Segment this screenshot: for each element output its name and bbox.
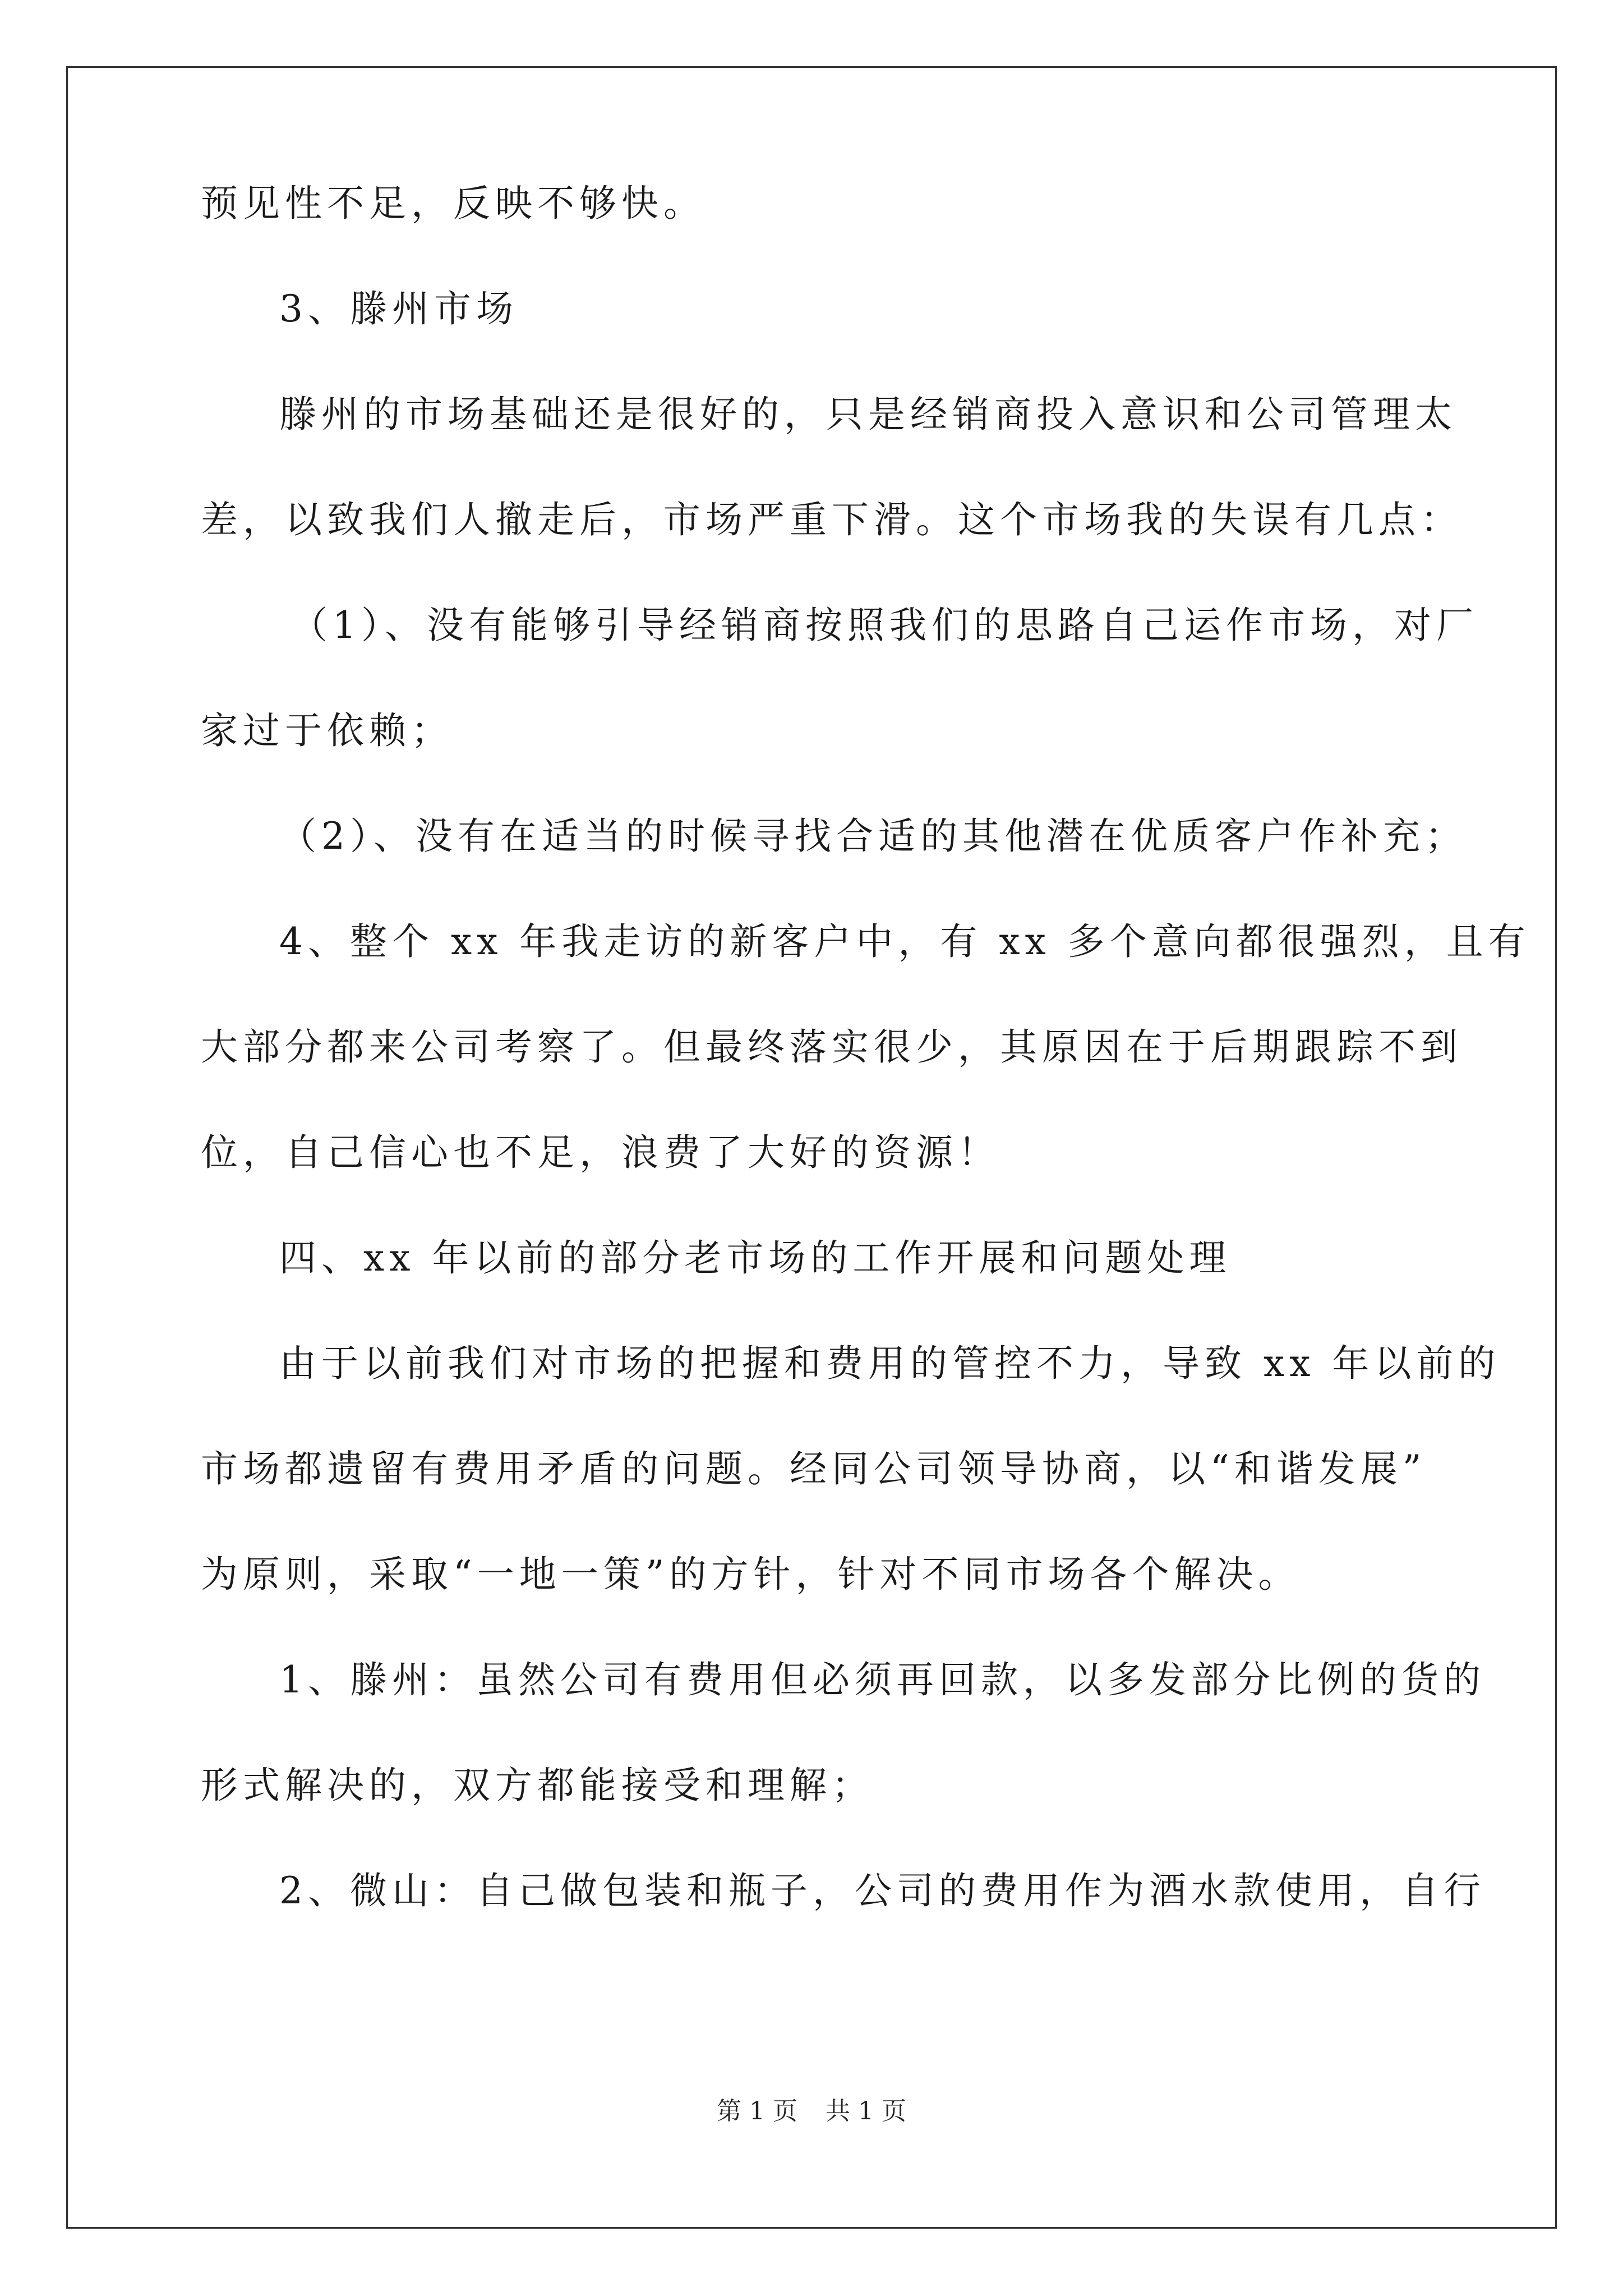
text-line-7: （2）、没有在适当的时候寻找合适的其他潜在优质客户作补充； — [279, 815, 1467, 858]
text-line-4: 差，以致我们人撤走后，市场严重下滑。这个市场我的失误有几点： — [201, 498, 1463, 541]
text-line-6: 家过于依赖； — [201, 709, 453, 752]
text-line-15: 1、滕州：虽然公司有费用但必须再回款，以多发部分比例的货的 — [279, 1658, 1486, 1701]
text-line-10: 位，自己信心也不足，浪费了大好的资源！ — [201, 1131, 1000, 1174]
text-line-13: 市场都遗留有费用矛盾的问题。经同公司领导协商，以“和谐发展” — [201, 1447, 1427, 1490]
page-number-total: 共 1 页 — [826, 2097, 906, 2125]
text-line-16: 形式解决的，双方都能接受和理解； — [201, 1764, 874, 1807]
page-footer — [0, 2099, 1623, 2124]
text-line-12: 由于以前我们对市场的把握和费用的管控不力，导致 xx 年以前的 — [279, 1342, 1501, 1385]
page-number-current: 第 1 页 — [717, 2097, 797, 2125]
text-line-1: 预见性不足，反映不够快。 — [201, 182, 706, 225]
text-line-11: 四、xx 年以前的部分老市场的工作开展和问题处理 — [279, 1236, 1232, 1280]
text-line-14: 为原则，采取“一地一策”的方针，针对不同市场各个解决。 — [201, 1553, 1301, 1596]
text-line-8: 4、整个 xx 年我走访的新客户中，有 xx 多个意向都很强烈，且有 — [279, 920, 1530, 963]
text-line-2: 3、滕州市场 — [279, 287, 518, 330]
text-line-9: 大部分都来公司考察了。但最终落实很少，其原因在于后期跟踪不到 — [201, 1025, 1463, 1069]
text-line-3: 滕州的市场基础还是很好的，只是经销商投入意识和公司管理太 — [279, 393, 1457, 436]
text-line-5: （1）、没有能够引导经销商按照我们的思路自己运作市场，对厂 — [291, 604, 1478, 647]
text-line-17: 2、微山：自己做包装和瓶子，公司的费用作为酒水款使用，自行 — [279, 1869, 1486, 1912]
